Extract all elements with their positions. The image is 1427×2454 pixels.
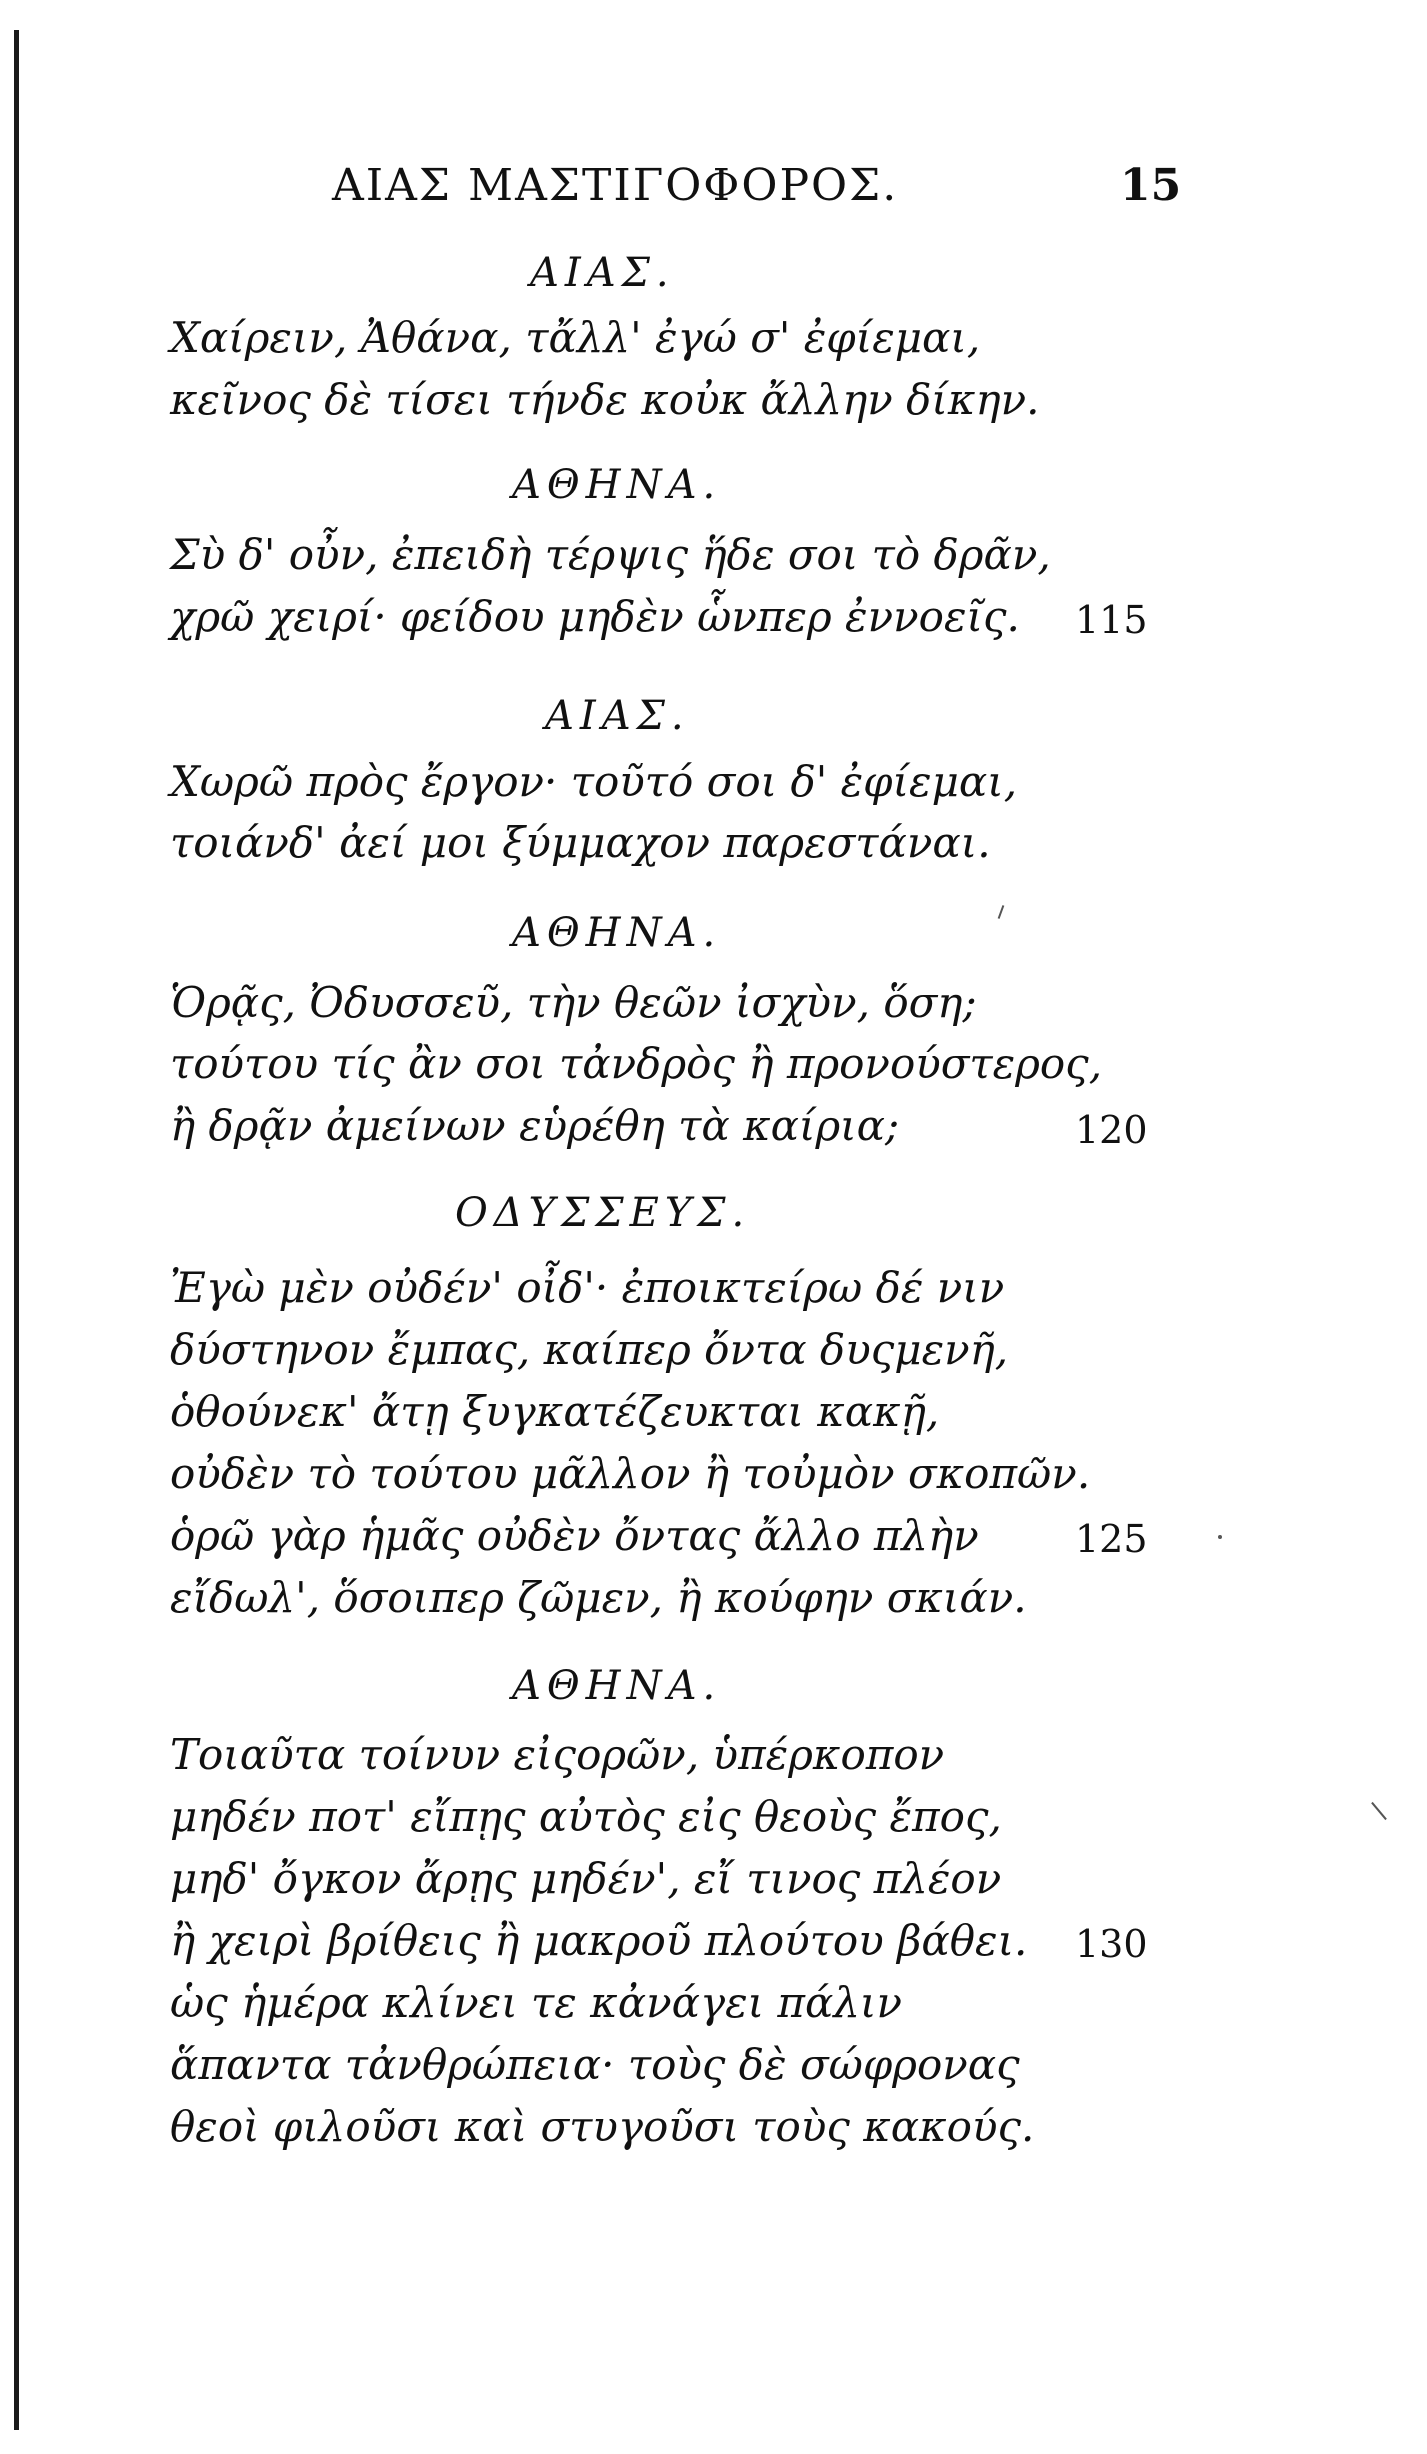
verse-line: Σὺ δ' οὖν, ἐπειδὴ τέρψις ἥδε σοι τὸ δρᾶν,: [170, 530, 1051, 579]
scan-speck: [998, 905, 1005, 919]
speaker-label: ΑΘΗΝΑ.: [512, 462, 722, 508]
line-number: 115: [1075, 598, 1148, 642]
verse-line: τούτου τίς ἂν σοι τἀνδρὸς ἢ προνούστερος,: [170, 1039, 1103, 1088]
verse-line: οὐδὲν τὸ τούτου μᾶλλον ἢ τοὐμὸν σκοπῶν.: [170, 1449, 1091, 1498]
verse-line: Ὁρᾷς, Ὀδυσσεῦ, τὴν θεῶν ἰσχὺν, ὅση;: [170, 978, 977, 1027]
verse-line: εἴδωλ', ὅσοιπερ ζῶμεν, ἢ κούφην σκιάν.: [170, 1573, 1027, 1622]
running-title: ΑΙΑΣ ΜΑΣΤΙΓΟΦΟΡΟΣ.: [332, 160, 899, 211]
speaker-label: ΑΙΑΣ.: [530, 250, 675, 296]
line-number: 120: [1075, 1108, 1148, 1152]
scan-speck: [1218, 1535, 1222, 1539]
verse-line: μηδέν ποτ' εἴπῃς αὐτὸς εἰς θεοὺς ἔπος,: [170, 1792, 1002, 1841]
verse-line: Χαίρειν, Ἀθάνα, τἄλλ' ἐγώ σ' ἐφίεμαι,: [170, 313, 981, 362]
verse-line: κεῖνος δὲ τίσει τήνδε κοὐκ ἄλλην δίκην.: [170, 375, 1040, 424]
verse-line: δύστηνον ἔμπας, καίπερ ὄντα δυςμενῆ,: [170, 1325, 1009, 1374]
verse-line: ὁθούνεκ' ἄτῃ ξυγκατέζευκται κακῇ,: [170, 1387, 940, 1436]
line-number: 130: [1075, 1922, 1148, 1966]
verse-line: ὡς ἡμέρα κλίνει τε κἀνάγει πάλιν: [170, 1978, 903, 2027]
speaker-label: ΟΔΥΣΣΕΥΣ.: [455, 1190, 751, 1236]
verse-line: Τοιαῦτα τοίνυν εἰςορῶν, ὑπέρκοπον: [170, 1730, 945, 1779]
scan-speck: [1371, 1802, 1387, 1820]
verse-line: Ἐγὼ μὲν οὐδέν' οἶδ'· ἐποικτείρω δέ νιν: [170, 1263, 1005, 1312]
verse-line: χρῶ χειρί· φείδου μηδὲν ὧνπερ ἐννοεῖς.: [170, 592, 1020, 641]
verse-line: ἅπαντα τἀνθρώπεια· τοὺς δὲ σώφρονας: [170, 2040, 1020, 2089]
verse-line: θεοὶ φιλοῦσι καὶ στυγοῦσι τοὺς κακούς.: [170, 2102, 1035, 2151]
page-binding-edge: [14, 30, 19, 2430]
speaker-label: ΑΘΗΝΑ.: [512, 1663, 722, 1709]
line-number: 125: [1075, 1517, 1148, 1561]
speaker-label: ΑΙΑΣ.: [545, 693, 690, 739]
verse-line: ὁρῶ γὰρ ἡμᾶς οὐδὲν ὄντας ἄλλο πλὴν: [170, 1511, 979, 1560]
verse-line: Χωρῶ πρὸς ἔργον· τοῦτό σοι δ' ἐφίεμαι,: [170, 757, 1018, 806]
speaker-label: ΑΘΗΝΑ.: [512, 910, 722, 956]
page-number: 15: [1120, 160, 1182, 211]
verse-line: τοιάνδ' ἀεί μοι ξύμμαχον παρεστάναι.: [170, 818, 991, 867]
verse-line: μηδ' ὄγκον ἄρῃς μηδέν', εἴ τινος πλέον: [170, 1854, 1002, 1903]
verse-line: ἢ χειρὶ βρίθεις ἢ μακροῦ πλούτου βάθει.: [170, 1916, 1028, 1965]
verse-line: ἢ δρᾷν ἀμείνων εὑρέθη τὰ καίρια;: [170, 1101, 900, 1150]
